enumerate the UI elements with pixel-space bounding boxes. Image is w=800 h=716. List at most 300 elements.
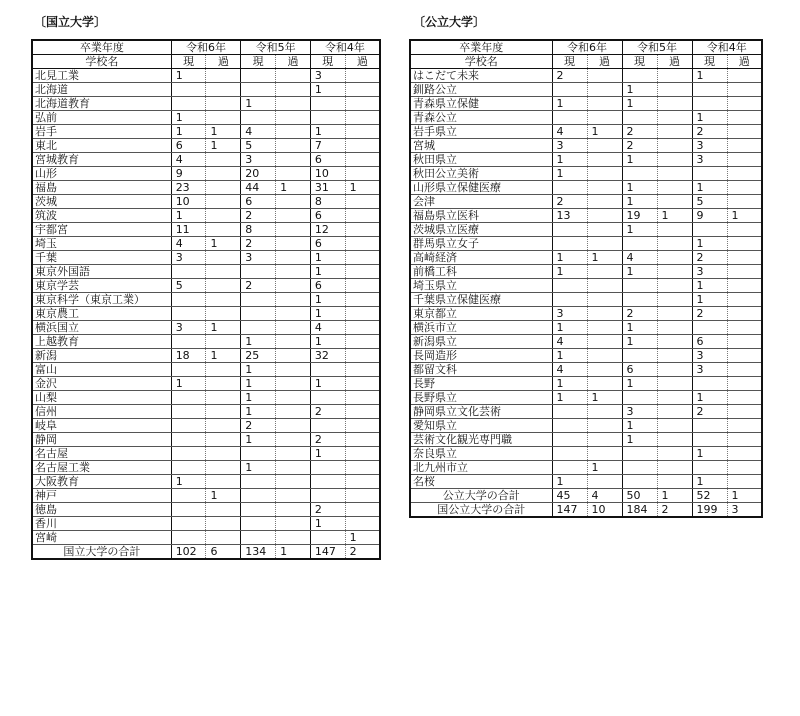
- count-cell: [552, 223, 587, 237]
- count-cell: 1: [552, 97, 587, 111]
- table-row: [32, 69, 380, 83]
- count-cell: [692, 419, 727, 433]
- count-cell: [587, 111, 622, 125]
- table-row: [410, 251, 762, 265]
- count-cell: [622, 279, 657, 293]
- count-cell: [206, 223, 241, 237]
- count-cell: [345, 223, 380, 237]
- count-cell: [276, 265, 311, 279]
- count-cell: 1: [241, 391, 276, 405]
- school-name: 国公立大学の合計: [410, 503, 552, 518]
- current-student-header: 現: [692, 55, 727, 69]
- count-cell: [345, 83, 380, 97]
- count-cell: [727, 251, 762, 265]
- count-cell: 1: [171, 125, 206, 139]
- count-cell: 12: [310, 223, 345, 237]
- table-row: [410, 279, 762, 293]
- count-cell: [345, 209, 380, 223]
- school-name: 神戸: [32, 489, 171, 503]
- count-cell: [345, 489, 380, 503]
- count-cell: [587, 335, 622, 349]
- count-cell: 184: [622, 503, 657, 518]
- count-cell: [276, 405, 311, 419]
- count-cell: [727, 125, 762, 139]
- count-cell: [727, 405, 762, 419]
- school-name: 富山: [32, 363, 171, 377]
- count-cell: [345, 251, 380, 265]
- table-row: [32, 363, 380, 377]
- count-cell: [657, 195, 692, 209]
- count-cell: [552, 447, 587, 461]
- count-cell: 2: [622, 307, 657, 321]
- count-cell: 25: [241, 349, 276, 363]
- count-cell: [345, 335, 380, 349]
- count-cell: 5: [692, 195, 727, 209]
- table-row: [410, 475, 762, 489]
- count-cell: [345, 279, 380, 293]
- school-name: 千葉: [32, 251, 171, 265]
- count-cell: 3: [692, 363, 727, 377]
- count-cell: 4: [552, 363, 587, 377]
- count-cell: 2: [310, 433, 345, 447]
- count-cell: [622, 461, 657, 475]
- count-cell: 32: [310, 349, 345, 363]
- school-name: 山形県立保健医療: [410, 181, 552, 195]
- count-cell: 4: [171, 237, 206, 251]
- table-row: [32, 419, 380, 433]
- count-cell: 134: [241, 545, 276, 560]
- school-name: 長野県立: [410, 391, 552, 405]
- school-name: 会津: [410, 195, 552, 209]
- table-row: [410, 377, 762, 391]
- count-cell: [276, 279, 311, 293]
- count-cell: 1: [622, 181, 657, 195]
- count-cell: [657, 237, 692, 251]
- count-cell: 1: [622, 377, 657, 391]
- count-cell: [622, 293, 657, 307]
- count-cell: 1: [622, 97, 657, 111]
- count-cell: 1: [622, 321, 657, 335]
- count-cell: [552, 279, 587, 293]
- count-cell: 1: [276, 545, 311, 560]
- count-cell: [552, 405, 587, 419]
- count-cell: [276, 517, 311, 531]
- count-cell: [552, 181, 587, 195]
- count-cell: 1: [552, 251, 587, 265]
- school-name: 長野: [410, 377, 552, 391]
- count-cell: [345, 363, 380, 377]
- count-cell: [276, 489, 311, 503]
- school-name: 奈良県立: [410, 447, 552, 461]
- table-row: [410, 181, 762, 195]
- table-row: [410, 223, 762, 237]
- count-cell: [587, 209, 622, 223]
- table-row: [32, 265, 380, 279]
- table-row: [32, 97, 380, 111]
- count-cell: [727, 83, 762, 97]
- table-row: [410, 391, 762, 405]
- count-cell: 13: [552, 209, 587, 223]
- count-cell: [727, 223, 762, 237]
- count-cell: [206, 111, 241, 125]
- count-cell: 147: [552, 503, 587, 518]
- count-cell: [587, 349, 622, 363]
- table-row: [410, 447, 762, 461]
- count-cell: 23: [171, 181, 206, 195]
- count-cell: [587, 195, 622, 209]
- count-cell: 6: [310, 237, 345, 251]
- count-cell: [727, 461, 762, 475]
- count-cell: 44: [241, 181, 276, 195]
- count-cell: 1: [622, 195, 657, 209]
- count-cell: [276, 447, 311, 461]
- count-cell: [310, 97, 345, 111]
- count-cell: [587, 321, 622, 335]
- count-cell: 2: [622, 139, 657, 153]
- school-name: 岩手県立: [410, 125, 552, 139]
- count-cell: [276, 195, 311, 209]
- school-name: 秋田公立美術: [410, 167, 552, 181]
- count-cell: 1: [552, 349, 587, 363]
- year-header: 令和4年: [692, 40, 762, 55]
- count-cell: [276, 209, 311, 223]
- school-name: 長岡造形: [410, 349, 552, 363]
- count-cell: 1: [692, 69, 727, 83]
- count-cell: 1: [622, 419, 657, 433]
- count-cell: [310, 363, 345, 377]
- school-name: 東京外国語: [32, 265, 171, 279]
- count-cell: [587, 293, 622, 307]
- count-cell: [206, 475, 241, 489]
- table-row: [410, 83, 762, 97]
- count-cell: 1: [622, 433, 657, 447]
- count-cell: 6: [310, 153, 345, 167]
- count-cell: [657, 419, 692, 433]
- table-row: [410, 195, 762, 209]
- count-cell: [345, 265, 380, 279]
- count-cell: [657, 307, 692, 321]
- count-cell: 1: [206, 349, 241, 363]
- count-cell: 1: [552, 321, 587, 335]
- graduate-header: 過: [276, 55, 311, 69]
- count-cell: 1: [241, 335, 276, 349]
- public-university-table: [409, 39, 763, 518]
- count-cell: 1: [310, 335, 345, 349]
- count-cell: 3: [241, 153, 276, 167]
- count-cell: [727, 293, 762, 307]
- school-name: 名古屋工業: [32, 461, 171, 475]
- count-cell: 1: [310, 125, 345, 139]
- school-name: 千葉県立保健医療: [410, 293, 552, 307]
- count-cell: [345, 307, 380, 321]
- count-cell: 6: [692, 335, 727, 349]
- count-cell: [171, 503, 206, 517]
- count-cell: [727, 111, 762, 125]
- table-row: [410, 419, 762, 433]
- count-cell: 9: [692, 209, 727, 223]
- count-cell: [552, 293, 587, 307]
- count-cell: [276, 503, 311, 517]
- school-name: 福島: [32, 181, 171, 195]
- school-name: 東京科学（東京工業）: [32, 293, 171, 307]
- table-row: [410, 111, 762, 125]
- school-name: 東京農工: [32, 307, 171, 321]
- count-cell: 1: [241, 461, 276, 475]
- count-cell: [657, 447, 692, 461]
- count-cell: [171, 97, 206, 111]
- school-name: 青森県立保健: [410, 97, 552, 111]
- count-cell: [727, 237, 762, 251]
- count-cell: 2: [692, 251, 727, 265]
- count-cell: 31: [310, 181, 345, 195]
- count-cell: [276, 391, 311, 405]
- count-cell: 10: [310, 167, 345, 181]
- count-cell: [345, 125, 380, 139]
- count-cell: [241, 489, 276, 503]
- school-name: 静岡県立文化芸術: [410, 405, 552, 419]
- count-cell: [657, 265, 692, 279]
- count-cell: [552, 461, 587, 475]
- count-cell: 1: [241, 97, 276, 111]
- school-name: 秋田県立: [410, 153, 552, 167]
- count-cell: [657, 139, 692, 153]
- count-cell: [552, 419, 587, 433]
- count-cell: 1: [310, 447, 345, 461]
- table-row: [410, 433, 762, 447]
- count-cell: [587, 167, 622, 181]
- count-cell: [171, 363, 206, 377]
- count-cell: [345, 475, 380, 489]
- table-row: [410, 293, 762, 307]
- count-cell: [206, 517, 241, 531]
- count-cell: 2: [692, 405, 727, 419]
- count-cell: 4: [241, 125, 276, 139]
- table-row: [410, 139, 762, 153]
- table-row: [32, 237, 380, 251]
- count-cell: 2: [241, 209, 276, 223]
- count-cell: 1: [692, 447, 727, 461]
- count-cell: [345, 405, 380, 419]
- school-name: 名古屋: [32, 447, 171, 461]
- count-cell: 1: [552, 377, 587, 391]
- count-cell: [727, 279, 762, 293]
- count-cell: 1: [727, 489, 762, 503]
- count-cell: [276, 83, 311, 97]
- count-cell: 3: [171, 251, 206, 265]
- count-cell: [206, 97, 241, 111]
- count-cell: [206, 265, 241, 279]
- count-cell: [727, 167, 762, 181]
- national-section-title: 〔国立大学〕: [34, 15, 107, 29]
- count-cell: [241, 531, 276, 545]
- count-cell: 1: [310, 83, 345, 97]
- count-cell: [727, 69, 762, 83]
- count-cell: 1: [241, 405, 276, 419]
- count-cell: [657, 111, 692, 125]
- school-header-label: 学校名: [32, 55, 171, 69]
- header-row-subcolumns: [410, 55, 762, 69]
- count-cell: [587, 223, 622, 237]
- table-row: [410, 209, 762, 223]
- count-cell: 1: [692, 111, 727, 125]
- count-cell: [345, 377, 380, 391]
- school-name: 北海道: [32, 83, 171, 97]
- count-cell: [657, 125, 692, 139]
- count-cell: 10: [587, 503, 622, 518]
- table-row: [32, 83, 380, 97]
- count-cell: [171, 335, 206, 349]
- table-row: [32, 195, 380, 209]
- count-cell: 1: [310, 377, 345, 391]
- count-cell: 1: [692, 293, 727, 307]
- count-cell: [206, 419, 241, 433]
- count-cell: 1: [657, 209, 692, 223]
- count-cell: 1: [622, 265, 657, 279]
- school-name: 横浜国立: [32, 321, 171, 335]
- count-cell: [206, 531, 241, 545]
- graduate-header: 過: [345, 55, 380, 69]
- school-name: 新潟: [32, 349, 171, 363]
- count-cell: [727, 181, 762, 195]
- total-row: [410, 489, 762, 503]
- count-cell: [276, 167, 311, 181]
- count-cell: [171, 433, 206, 447]
- count-cell: 3: [692, 139, 727, 153]
- school-name: 宮城教育: [32, 153, 171, 167]
- count-cell: [206, 363, 241, 377]
- table-row: [32, 447, 380, 461]
- school-name: 宮崎: [32, 531, 171, 545]
- graduate-header: 過: [206, 55, 241, 69]
- count-cell: [552, 433, 587, 447]
- count-cell: 1: [206, 237, 241, 251]
- table-row: [410, 97, 762, 111]
- school-name: 埼玉県立: [410, 279, 552, 293]
- count-cell: [657, 251, 692, 265]
- school-name: 上越教育: [32, 335, 171, 349]
- count-cell: [276, 419, 311, 433]
- count-cell: [657, 335, 692, 349]
- count-cell: [206, 335, 241, 349]
- count-cell: 2: [310, 503, 345, 517]
- count-cell: [276, 69, 311, 83]
- count-cell: [622, 237, 657, 251]
- count-cell: [727, 391, 762, 405]
- count-cell: 8: [310, 195, 345, 209]
- count-cell: 1: [276, 181, 311, 195]
- count-cell: 1: [552, 391, 587, 405]
- count-cell: [587, 83, 622, 97]
- header-row-subcolumns: [32, 55, 380, 69]
- count-cell: 3: [552, 307, 587, 321]
- count-cell: [276, 223, 311, 237]
- count-cell: 5: [241, 139, 276, 153]
- count-cell: 2: [552, 195, 587, 209]
- public-section-title: 〔公立大学〕: [413, 15, 486, 29]
- count-cell: 2: [310, 405, 345, 419]
- count-cell: [587, 97, 622, 111]
- count-cell: 1: [692, 391, 727, 405]
- school-name: 弘前: [32, 111, 171, 125]
- count-cell: 4: [587, 489, 622, 503]
- count-cell: [206, 167, 241, 181]
- count-cell: 2: [692, 307, 727, 321]
- count-cell: [587, 433, 622, 447]
- count-cell: 1: [206, 321, 241, 335]
- school-name: 横浜市立: [410, 321, 552, 335]
- count-cell: [276, 531, 311, 545]
- table-row: [32, 405, 380, 419]
- year-header: 令和4年: [310, 40, 380, 55]
- table-row: [32, 223, 380, 237]
- count-cell: [657, 321, 692, 335]
- count-cell: [276, 433, 311, 447]
- count-cell: [657, 349, 692, 363]
- count-cell: [276, 153, 311, 167]
- count-cell: [276, 251, 311, 265]
- count-cell: 3: [552, 139, 587, 153]
- count-cell: 3: [692, 153, 727, 167]
- count-cell: [727, 475, 762, 489]
- count-cell: [657, 405, 692, 419]
- school-name: 都留文科: [410, 363, 552, 377]
- count-cell: [622, 349, 657, 363]
- count-cell: [657, 153, 692, 167]
- school-name: 公立大学の合計: [410, 489, 552, 503]
- count-cell: [276, 335, 311, 349]
- header-row-years: [32, 40, 380, 55]
- count-cell: [345, 153, 380, 167]
- school-name: 愛知県立: [410, 419, 552, 433]
- graduate-header: 過: [727, 55, 762, 69]
- count-cell: 1: [552, 265, 587, 279]
- school-name: 信州: [32, 405, 171, 419]
- count-cell: 1: [657, 489, 692, 503]
- table-row: [32, 167, 380, 181]
- count-cell: 3: [310, 69, 345, 83]
- count-cell: 1: [310, 265, 345, 279]
- table-row: [32, 461, 380, 475]
- count-cell: [587, 377, 622, 391]
- count-cell: 102: [171, 545, 206, 560]
- count-cell: 1: [622, 223, 657, 237]
- count-cell: [552, 83, 587, 97]
- count-cell: [171, 83, 206, 97]
- count-cell: 1: [692, 181, 727, 195]
- count-cell: [310, 111, 345, 125]
- count-cell: 1: [587, 125, 622, 139]
- count-cell: [657, 377, 692, 391]
- count-cell: [622, 391, 657, 405]
- count-cell: [171, 517, 206, 531]
- year-header: 令和6年: [552, 40, 622, 55]
- count-cell: 6: [310, 279, 345, 293]
- count-cell: [727, 363, 762, 377]
- count-cell: [727, 153, 762, 167]
- school-name: 金沢: [32, 377, 171, 391]
- count-cell: [206, 405, 241, 419]
- count-cell: [276, 377, 311, 391]
- count-cell: [310, 489, 345, 503]
- count-cell: [727, 307, 762, 321]
- count-cell: 1: [587, 251, 622, 265]
- count-cell: [657, 293, 692, 307]
- count-cell: [206, 447, 241, 461]
- current-student-header: 現: [241, 55, 276, 69]
- count-cell: [345, 349, 380, 363]
- count-cell: 1: [241, 377, 276, 391]
- count-cell: [171, 391, 206, 405]
